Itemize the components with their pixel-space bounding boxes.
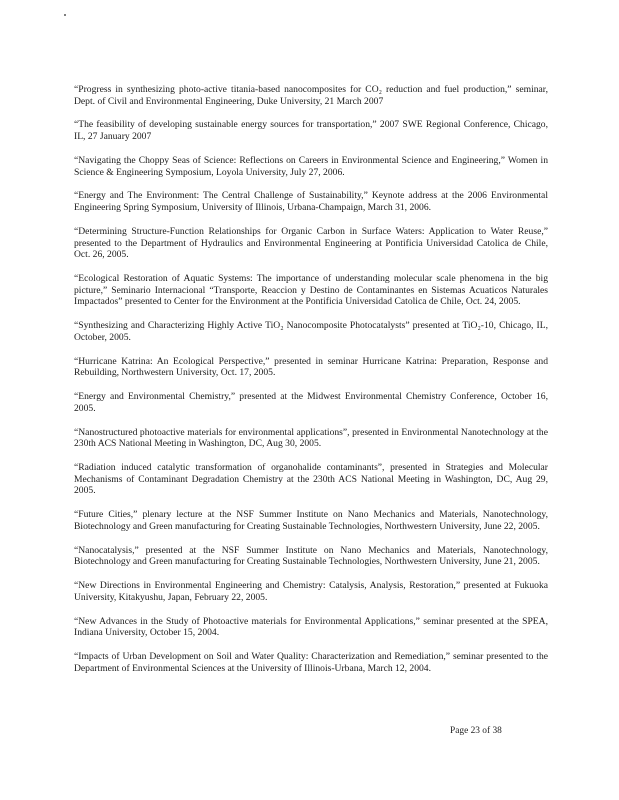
- list-item: [74, 119, 548, 142]
- list-item: [74, 320, 548, 343]
- entry-text: “Synthesizing and Characterizing Highly Active TiO₂ Nanocomposite Photocatalysts” presented at TiO₂-10, Chicago, IL, October, 2005.: [74, 320, 548, 343]
- entry-text: “Future Cities,” plenary lecture at the NSF Summer Institute on Nano Mechanics and Materials, Nanotechnology, Biotechnology and Green manufacturing for Creating Sustainable Technologies, Northwestern University, June 22, 2005.: [74, 509, 548, 532]
- scan-artifact: [64, 14, 66, 16]
- list-item: [74, 356, 548, 379]
- entry-text: “Energy and The Environment: The Central Challenge of Sustainability,” Keynote address at the 2006 Environmental Engineering Spring Symposium, University of Illinois, Urbana-Champaign, March 31, 2006.: [74, 190, 548, 214]
- presentation-list: [74, 84, 548, 687]
- entry-text: “Impacts of Urban Development on Soil and Water Quality: Characterization and Remediation,” seminar presented to the Department of Environmental Sciences at the University of Illinois-Urbana, March 12, 2004.: [74, 651, 548, 674]
- list-item: [74, 155, 548, 178]
- entry-text: “Energy and Environmental Chemistry,” presented at the Midwest Environmental Chemistry Conference, October 16, 2005.: [74, 391, 548, 414]
- list-item: [74, 427, 548, 450]
- list-item: [74, 273, 548, 308]
- entry-text: “New Advances in the Study of Photoactive materials for Environmental Applications,” seminar presented at the SPEA, Indiana University, October 15, 2004.: [74, 615, 548, 639]
- entry-text: “Nanostructured photoactive materials for environmental applications”, presented in Environmental Nanotechnology at the 230th ACS National Meeting in Washington, DC, Aug 30, 2005.: [74, 426, 548, 450]
- list-item: [74, 190, 548, 213]
- page-number: Page 23 of 38: [450, 726, 502, 736]
- list-item: [74, 509, 548, 532]
- entry-text: “Navigating the Choppy Seas of Science: Reflections on Careers in Environmental Science and Engineering,” Women in Science & Engineering Symposium, Loyola University, July 27, 2006.: [74, 154, 548, 178]
- entry-text: “Progress in synthesizing photo-active titania-based nanocomposites for CO₂ reduction and fuel production,” seminar, Dept. of Civil and Environmental Engineering, Duke University, 21 March 2007: [74, 84, 548, 107]
- entry-text: “Determining Structure-Function Relationships for Organic Carbon in Surface Waters: Application to Water Reuse,” presented to the Department of Hydraulics and Environmental Engineering at Pontificia Universidad Catolica de Chile, Oct. 26, 2005.: [74, 225, 548, 261]
- entry-text: “The feasibility of developing sustainable energy sources for transportation,” 2007 SWE Regional Conference, Chicago, IL, 27 January 2007: [74, 119, 548, 143]
- entry-text: “Hurricane Katrina: An Ecological Perspective,” presented in seminar Hurricane Katrina: Preparation, Response and Rebuilding, Northwestern University, Oct. 17, 2005.: [74, 355, 548, 379]
- list-item: [74, 226, 548, 261]
- list-item: [74, 84, 548, 107]
- entry-text: “Nanocatalysis,” presented at the NSF Summer Institute on Nano Mechanics and Materials, Nanotechnology, Biotechnology and Green manufacturing for Creating Sustainable Technologies, Northwestern University, June 21, 2005.: [74, 544, 548, 568]
- list-item: [74, 580, 548, 603]
- list-item: [74, 391, 548, 414]
- list-item: [74, 545, 548, 568]
- list-item: [74, 462, 548, 497]
- entry-text: “Ecological Restoration of Aquatic Systems: The importance of understanding molecular scale phenomena in the big picture,” Seminario Internacional “Transporte, Reaccion y Destino de Contaminantes en Sistemas Acuaticos Naturales Impactados” presented to Center for the Environment at the Pontificia Universidad Catolica de Chile, Oct. 24, 2005.: [74, 273, 548, 308]
- list-item: [74, 616, 548, 639]
- list-item: [74, 651, 548, 674]
- entry-text: “Radiation induced catalytic transformation of organohalide contaminants”, presented in Strategies and Molecular Mechanisms of Contaminant Degradation Chemistry at the 230th ACS National Meeting in Washington, DC, Aug 29, 2005.: [74, 462, 548, 497]
- entry-text: “New Directions in Environmental Engineering and Chemistry: Catalysis, Analysis, Restoration,” presented at Fukuoka University, Kitakyushu, Japan, February 22, 2005.: [74, 580, 548, 603]
